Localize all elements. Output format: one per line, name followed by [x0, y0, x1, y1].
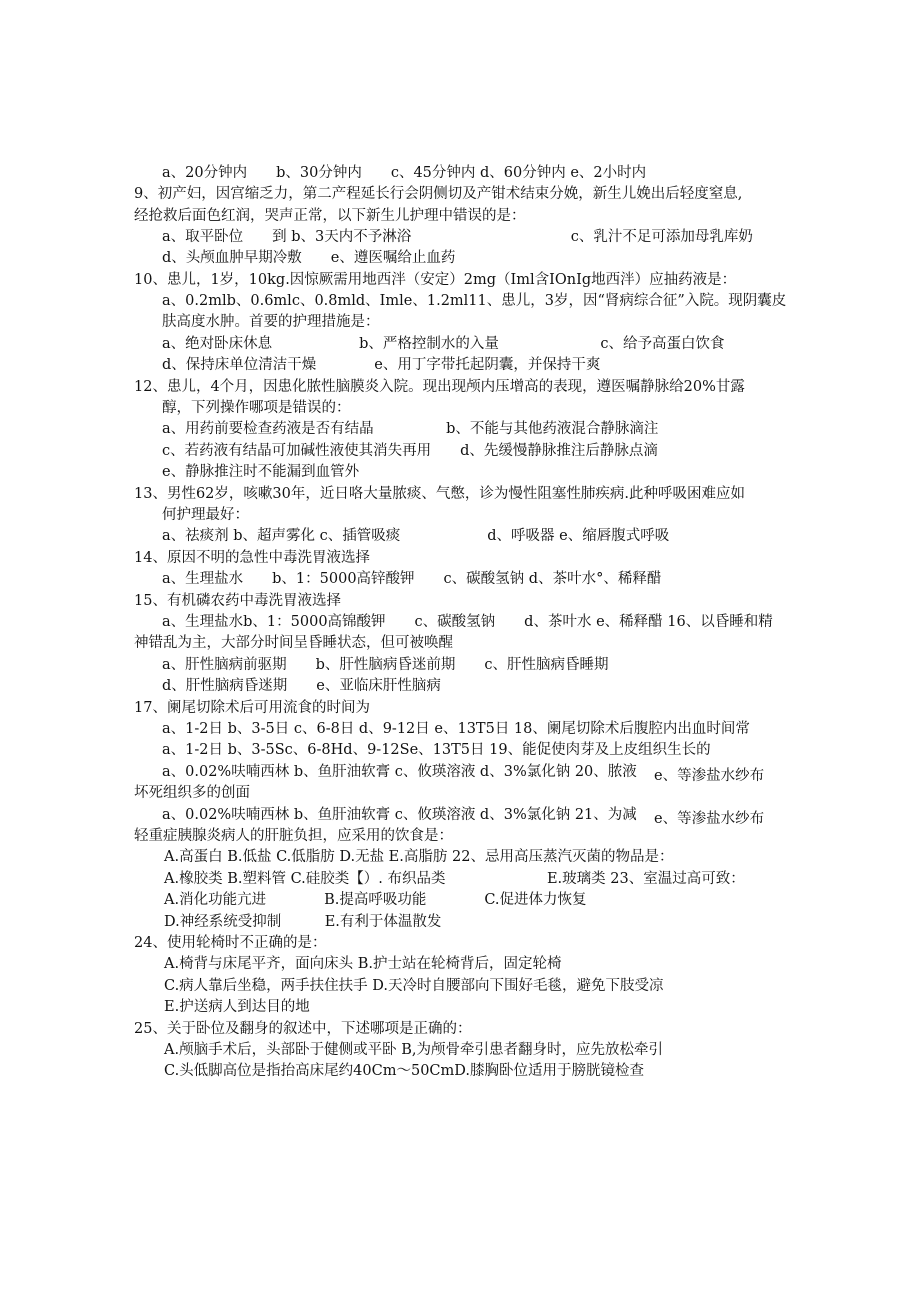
q12-options-line3: e、静脉推注时不能漏到血管外	[162, 464, 360, 480]
q9-options-line1: a、取平卧位 到 b、3天内不予淋浴 c、乳汁不足可添加母乳库奶	[162, 229, 753, 245]
q24-options-line3: E.护送病人到达目的地	[164, 999, 310, 1015]
q15-stem: 15、有机磷农药中毒洗胃液选择	[134, 593, 341, 609]
q16-options-line2: d、肝性脑病昏迷期 e、亚临床肝性脑病	[162, 678, 441, 694]
q9-stem-line1: 9、初产妇，因宫缩乏力，第二产程延长行会阴侧切及产钳术结束分娩，新生儿娩出后轻度窒息,	[134, 186, 743, 202]
q21-options-q22-stem: A.高蛋白 B.低盐 C.低脂肪 D.无盐 E.高脂肪 22、忌用高压蒸汽灭菌的物品是：	[164, 849, 674, 865]
q8-options: a、20分钟内 b、30分钟内 c、45分钟内 d、60分钟内 e、2小时内	[162, 165, 647, 181]
q16-stem-line2: 神错乱为主，大部分时间呈昏睡状态，但可被唤醒	[134, 635, 453, 651]
q12-options-line2: c、若药液有结晶可加碱性液使其消失再用 d、先缓慢静脉推注后静脉点滴	[162, 443, 658, 459]
q16-options-line1: a、肝性脑病前驱期 b、肝性脑病昏迷前期 c、肝性脑病昏睡期	[162, 657, 609, 673]
q19-option-e: e、等渗盐水纱布	[654, 768, 765, 784]
q23-options-line2: D.神经系统受抑制 E.有利于体温散发	[164, 914, 442, 930]
q11-options-line1: a、绝对卧床休息 b、严格控制水的入量 c、给予高蛋白饮食	[162, 336, 725, 352]
q13-stem-line1: 13、男性62岁，咳嗽30年，近日咯大量脓痰、气憋，诊为慢性阻塞性肺疾病.此种呼吸困难应如	[134, 486, 745, 502]
q24-options-line2: C.病人靠后坐稳，两手扶住扶手 D.天冷时自腰部向下围好毛毯，避免下肢受凉	[164, 978, 664, 994]
q15-options-q16-stem: a、生理盐水b、1：5000高锦酸钾 c、碳酸氢钠 d、茶叶水 e、稀释醋 16、以昏睡和精	[162, 614, 773, 630]
q18-options-q19-stem: a、1-2日 b、3-5Sc、6-8Hd、9-12Se、13T5日 19、能促使肉芽及上皮组织生长的	[162, 742, 711, 758]
q24-options-line1: A.椅背与床尾平齐，面向床头 B.护士站在轮椅背后，固定轮椅	[164, 956, 562, 972]
q25-stem: 25、关于卧位及翻身的叙述中，下述哪项是正确的：	[134, 1021, 472, 1037]
q11-stem-line2: 肤高度水肿。首要的护理措施是：	[162, 314, 380, 330]
q17-options-q18-stem: a、1-2日 b、3-5日 c、6-8日 d、9-12日 e、13T5日 18、阑尾切除术后腹腔内出血时间常	[162, 721, 750, 737]
q11-options-line2: d、保持床单位清洁干燥 e、用丁字带托起阴囊，并保持干爽	[162, 357, 601, 373]
q14-stem: 14、原因不明的急性中毒洗胃液选择	[134, 550, 370, 566]
q10-options-q11-stem: a、0.2mlb、0.6mlc、0.8mld、Imle、1.2ml11、患儿，3岁，因“肾病综合征”入院。现阴囊皮	[162, 293, 787, 309]
q25-options-line2: C.头低脚高位是指抬高床尾约40Cm～50CmD.膝胸卧位适用于膀胱镜检查	[164, 1063, 644, 1079]
q21-stem-line2: 轻重症胰腺炎病人的肝脏负担，应采用的饮食是：	[134, 828, 453, 844]
q13-stem-line2: 何护理最好：	[162, 507, 249, 523]
q17-stem: 17、阑尾切除术后可用流食的时间为	[134, 700, 370, 716]
q20-option-e: e、等渗盐水纱布	[654, 811, 765, 827]
q9-stem-line2: 经抢救后面色红润，哭声正常，以下新生儿护理中错误的是：	[134, 208, 526, 224]
q10-stem: 10、患儿，1岁，10kg.因惊厥需用地西泮（安定）2mg（Iml含IOnIg地西泮）应抽药液是：	[134, 272, 737, 288]
q14-options: a、生理盐水 b、1：5000高锌酸钾 c、碳酸氢钠 d、茶叶水°、稀释醋	[162, 571, 662, 587]
q25-options-line1: A.颅脑手术后，头部卧于健侧或平卧 B,为颅骨牵引患者翻身时，应先放松牵引	[164, 1042, 663, 1058]
q24-stem: 24、使用轮椅时不正确的是：	[134, 935, 327, 951]
q20-options-q21-stem: a、0.02%呋喃西林 b、鱼肝油软膏 c、攸瑛溶液 d、3%氯化钠 21、为减	[162, 807, 637, 823]
q12-stem-line2: 醇，下列操作哪项是错误的：	[162, 400, 351, 416]
q23-options-line1: A.消化功能亢进 B.提高呼吸功能 C.促进体力恢复	[164, 892, 587, 908]
q9-options-line2: d、头颅血肿早期冷敷 e、遵医嘱给止血药	[162, 250, 456, 266]
q19-options-q20-stem: a、0.02%呋喃西林 b、鱼肝油软膏 c、攸瑛溶液 d、3%氯化钠 20、脓液	[162, 764, 637, 780]
q12-stem-line1: 12、患儿，4个月，因患化脓性脑膜炎入院。现出现颅内压增高的表现，遵医嘱静脉给20%甘露	[134, 379, 745, 395]
q20-stem-line2: 坏死组织多的创面	[134, 785, 250, 801]
q12-options-line1: a、用药前要检查药液是否有结晶 b、不能与其他药液混合静脉滴注	[162, 421, 659, 437]
q13-options: a、祛痰剂 b、超声雾化 c、插管吸痰 d、呼吸器 e、缩唇腹式呼吸	[162, 528, 670, 544]
q22-options-q23-stem: A.橡胶类 B.塑料管 C.硅胶类【）. 布织品类 E.玻璃类 23、室温过高可致：	[164, 871, 745, 887]
